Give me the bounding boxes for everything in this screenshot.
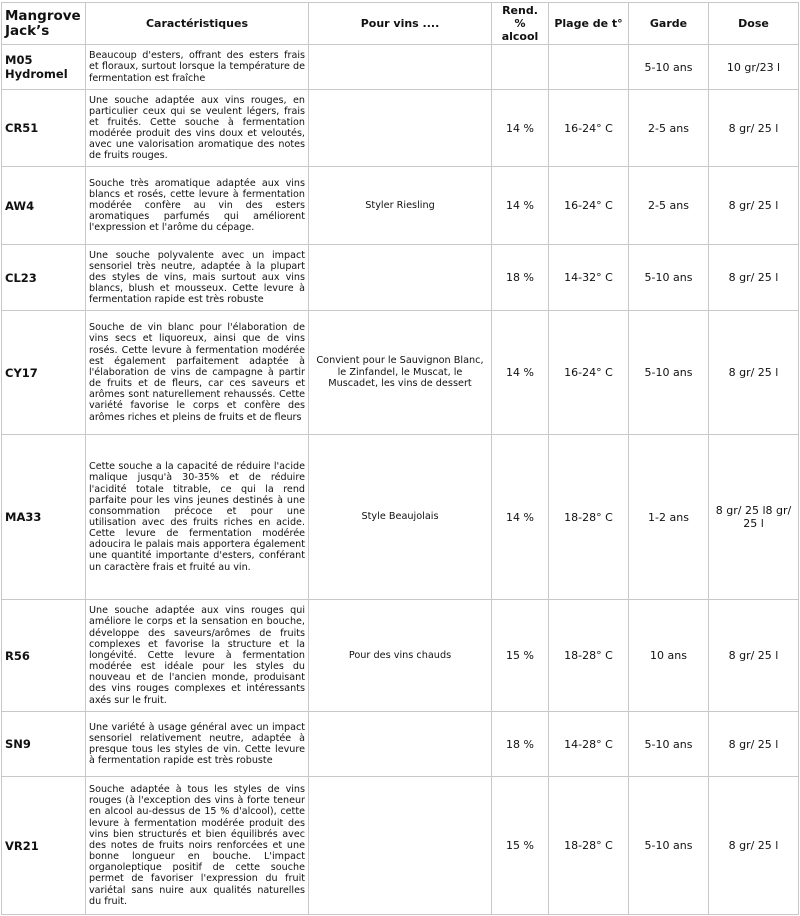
yeast-wine-use: Convient pour le Sauvignon Blanc, le Zinfandel, le Muscat, le Muscadet, les vins de dessert bbox=[309, 311, 492, 435]
table-row bbox=[2, 45, 799, 90]
yeast-temp-range bbox=[549, 45, 629, 90]
yeast-dose: 8 gr/ 25 l bbox=[709, 90, 799, 167]
yeast-name: CL23 bbox=[2, 245, 86, 311]
yeast-description: Souche adaptée à tous les styles de vins rouges (à l'exception des vins à forte teneur en alcool au-dessus de 15 % d'alcool), cette levure à fermentation modérée produit des vins bien structurés et bien équilibrés avec des notes de fruits noirs renforcées et une bonne longueur en bouche. L'impact organoleptique positif de cette souche permet de favoriser l'expression du fruit variétal sans nuire aux qualités naturelles du fruit. bbox=[86, 777, 309, 915]
yeast-name: VR21 bbox=[2, 777, 86, 915]
table-row bbox=[2, 167, 799, 245]
yeast-name: CR51 bbox=[2, 90, 86, 167]
yeast-aging: 2-5 ans bbox=[629, 90, 709, 167]
yeast-name: MA33 bbox=[2, 435, 86, 600]
yeast-dose: 8 gr/ 25 l bbox=[709, 311, 799, 435]
plage-header: Plage de t° bbox=[549, 3, 629, 45]
yeast-name: AW4 bbox=[2, 167, 86, 245]
table-row bbox=[2, 712, 799, 777]
yeast-alcohol-yield: 18 % bbox=[492, 712, 549, 777]
yeast-aging: 2-5 ans bbox=[629, 167, 709, 245]
yeast-description: Une souche adaptée aux vins rouges, en particulier ceux qui se veulent légers, frais et fruités. Cette souche à fermentation modérée produit des vins doux et veloutés, avec une valorisation aromatique des notes de fruits rouges. bbox=[86, 90, 309, 167]
caracteristiques-header: Caractéristiques bbox=[86, 3, 309, 45]
yeast-dose: 8 gr/ 25 l bbox=[709, 245, 799, 311]
yeast-temp-range: 16-24° C bbox=[549, 167, 629, 245]
table-row bbox=[2, 245, 799, 311]
yeast-description: Souche de vin blanc pour l'élaboration de vins secs et liquoreux, ainsi que de vins rosés. Cette levure à fermentation modérée est également parfaitement adaptée à l'élaboration de vins de campagne à partir de fruits et de fleurs, car ces saveurs et arômes sont naturellement rehaussés. Cette variété favorise le corps et confère des arômes riches et pleins de fruits et de fleurs bbox=[86, 311, 309, 435]
yeast-wine-use: Styler Riesling bbox=[309, 167, 492, 245]
yeast-wine-use bbox=[309, 712, 492, 777]
garde-header: Garde bbox=[629, 3, 709, 45]
yeast-alcohol-yield: 14 % bbox=[492, 90, 549, 167]
yeast-description: Beaucoup d'esters, offrant des esters frais et floraux, surtout lorsque la température de fermentation est fraîche bbox=[86, 45, 309, 90]
table-row bbox=[2, 311, 799, 435]
rendement-header: Rend. % alcool bbox=[492, 3, 549, 45]
yeast-dose: 8 gr/ 25 l bbox=[709, 600, 799, 712]
yeast-dose: 8 gr/ 25 l bbox=[709, 167, 799, 245]
yeast-dose: 8 gr/ 25 l8 gr/ 25 l bbox=[709, 435, 799, 600]
pour-vins-header: Pour vins .... bbox=[309, 3, 492, 45]
yeast-alcohol-yield: 14 % bbox=[492, 311, 549, 435]
yeast-description: Une souche polyvalente avec un impact sensoriel très neutre, adaptée à la plupart des styles de vins, mais surtout aux vins blancs, blush et mousseux. Cette levure à fermentation rapide est très robuste bbox=[86, 245, 309, 311]
header-row bbox=[2, 3, 799, 45]
yeast-alcohol-yield: 15 % bbox=[492, 777, 549, 915]
yeast-wine-use bbox=[309, 777, 492, 915]
yeast-name: R56 bbox=[2, 600, 86, 712]
yeast-temp-range: 16-24° C bbox=[549, 311, 629, 435]
yeast-wine-use: Pour des vins chauds bbox=[309, 600, 492, 712]
yeast-wine-use bbox=[309, 45, 492, 90]
yeast-aging: 5-10 ans bbox=[629, 311, 709, 435]
brand-header: Mangrove Jack’s bbox=[2, 3, 86, 45]
yeast-alcohol-yield: 15 % bbox=[492, 600, 549, 712]
yeast-dose: 10 gr/23 l bbox=[709, 45, 799, 90]
yeast-temp-range: 18-28° C bbox=[549, 600, 629, 712]
yeast-description: Souche très aromatique adaptée aux vins blancs et rosés, cette levure à fermentation modérée confère au vin des esters aromatiques parfumés qui améliorent l'expression et l'arôme du cépage. bbox=[86, 167, 309, 245]
yeast-temp-range: 18-28° C bbox=[549, 777, 629, 915]
dose-header: Dose bbox=[709, 3, 799, 45]
yeast-dose: 8 gr/ 25 l bbox=[709, 712, 799, 777]
yeast-table bbox=[1, 2, 799, 915]
yeast-aging: 5-10 ans bbox=[629, 777, 709, 915]
table-row bbox=[2, 600, 799, 712]
yeast-aging: 5-10 ans bbox=[629, 45, 709, 90]
yeast-description: Cette souche a la capacité de réduire l'acide malique jusqu'à 30-35% et de réduire l'acidité totale titrable, ce qui la rend parfaite pour les vins jeunes destinés à une consommation précoce et pour une utilisation avec des fruits riches en acide. Cette levure de fermentation modérée adoucira le palais mais apportera également une quantité importante d'esters, conférant un caractère frais et fruité au vin. bbox=[86, 435, 309, 600]
table-row bbox=[2, 777, 799, 915]
table-row bbox=[2, 90, 799, 167]
yeast-name: SN9 bbox=[2, 712, 86, 777]
yeast-alcohol-yield bbox=[492, 45, 549, 90]
yeast-alcohol-yield: 14 % bbox=[492, 167, 549, 245]
yeast-name: M05 Hydromel bbox=[2, 45, 86, 90]
yeast-temp-range: 14-28° C bbox=[549, 712, 629, 777]
yeast-temp-range: 18-28° C bbox=[549, 435, 629, 600]
yeast-name: CY17 bbox=[2, 311, 86, 435]
yeast-aging: 5-10 ans bbox=[629, 712, 709, 777]
yeast-wine-use bbox=[309, 245, 492, 311]
yeast-alcohol-yield: 14 % bbox=[492, 435, 549, 600]
yeast-aging: 5-10 ans bbox=[629, 245, 709, 311]
yeast-wine-use: Style Beaujolais bbox=[309, 435, 492, 600]
yeast-alcohol-yield: 18 % bbox=[492, 245, 549, 311]
yeast-description: Une souche adaptée aux vins rouges qui améliore le corps et la sensation en bouche, développe des saveurs/arômes de fruits complexes et favorise la structure et la longévité. Cette levure à fermentation modérée est idéale pour les styles du nouveau et de l'ancien monde, produisant des vins rouges complexes et intéressants axés sur le fruit. bbox=[86, 600, 309, 712]
yeast-aging: 10 ans bbox=[629, 600, 709, 712]
yeast-temp-range: 14-32° C bbox=[549, 245, 629, 311]
yeast-wine-use bbox=[309, 90, 492, 167]
yeast-aging: 1-2 ans bbox=[629, 435, 709, 600]
yeast-temp-range: 16-24° C bbox=[549, 90, 629, 167]
table-row bbox=[2, 435, 799, 600]
yeast-dose: 8 gr/ 25 l bbox=[709, 777, 799, 915]
yeast-description: Une variété à usage général avec un impact sensoriel relativement neutre, adaptée à presque tous les styles de vin. Cette levure à fermentation rapide est très robuste bbox=[86, 712, 309, 777]
